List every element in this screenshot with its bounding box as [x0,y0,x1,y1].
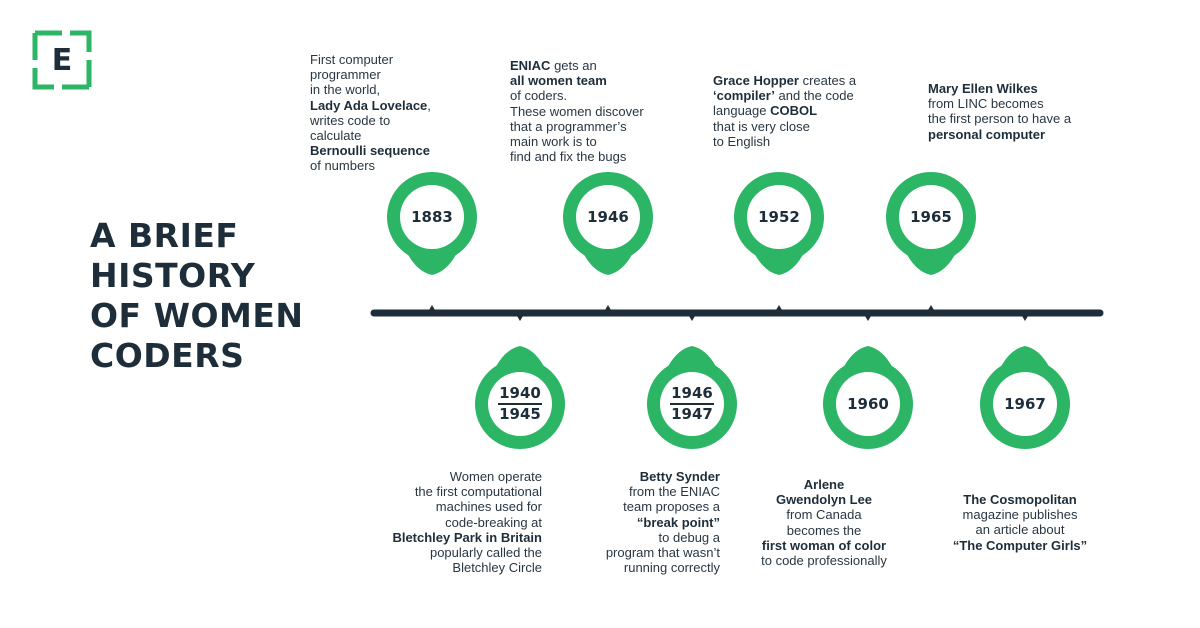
description-line [510,104,644,119]
plain-text: from the ENIAC [628,484,720,500]
emphasis-text: Bernoulli sequence [310,143,430,159]
description-line [510,119,644,134]
description-line [510,58,644,73]
emphasis-text: Arlene [803,477,845,492]
plain-text: gets an [550,58,597,73]
plain-text: to code professionally [761,553,887,569]
emphasis-text: Lady Ada Lovelace [310,97,428,113]
year-label: 1883 [411,208,453,226]
description-line [928,96,1071,111]
plain-text: calculate [310,128,362,144]
description-line [310,82,431,97]
description-line [392,545,542,560]
plain-text: that is very close [713,118,810,134]
emphasis-text: “The Computer Girls” [952,537,1088,553]
plain-text: to debug a [658,529,720,545]
plain-text: Bletchley Circle [452,560,542,576]
description-line [606,469,720,484]
plain-text: magazine publishes [962,507,1078,523]
description-line [510,134,644,149]
year-label [650,384,734,424]
plain-text: of coders. [510,88,568,104]
title-line: CODERS [90,336,245,375]
year-label [478,384,562,424]
description-line [606,484,720,499]
emphasis-text: all women team [510,73,607,89]
title-line: A BRIEF [90,216,239,255]
plain-text: and the code [774,88,854,104]
event-description [310,52,431,174]
description-line [392,484,542,499]
description-line [713,134,856,149]
emphasis-text: “break point” [636,514,720,530]
description-line [606,530,720,545]
plain-text: becomes the [786,522,862,538]
plain-text: of numbers [310,158,376,174]
event-description [928,81,1071,142]
event-description [392,469,542,575]
description-line [714,477,934,492]
plain-text: These women discover [510,103,644,119]
description-line [910,507,1130,522]
year-label: 1965 [910,208,952,226]
plain-text: running correctly [623,560,720,576]
emphasis-text: Grace Hopper [713,73,799,88]
emphasis-text: ‘compiler’ [713,88,775,104]
description-line [310,98,431,113]
plain-text: , [427,97,431,113]
plain-text: popularly called the [429,545,542,561]
plain-text: the first computational [414,484,542,500]
description-line [713,103,856,118]
year-start: 1940 [498,384,542,405]
plain-text: an article about [975,522,1065,538]
plain-text: team proposes a [623,499,720,515]
plain-text: from Canada [786,507,862,523]
plain-text: machines used for [435,499,542,515]
plain-text: find and fix the bugs [510,149,627,165]
plain-text: to English [713,133,771,149]
description-line [606,545,720,560]
plain-text: the first person to have a [928,111,1072,127]
emphasis-text: Betty Synder [639,469,720,484]
description-line [310,67,431,82]
year-end: 1945 [499,405,541,423]
plain-text: First computer [310,52,394,67]
emphasis-text: first woman of color [761,537,887,553]
event-description [910,492,1130,553]
plain-text: writes code to [310,112,391,128]
description-line [510,73,644,88]
description-line [928,111,1071,126]
description-line [510,149,644,164]
description-line [713,88,856,103]
description-line [310,128,431,143]
description-line [606,560,720,575]
event-description [510,58,644,164]
plain-text: code-breaking at [445,514,542,530]
year-label: 1967 [1004,395,1046,413]
description-line [714,507,934,522]
emphasis-text: Gwendolyn Lee [775,492,873,508]
plain-text: Women operate [449,469,542,484]
event-description [714,477,934,568]
description-line [714,492,934,507]
emphasis-text: ENIAC [510,58,551,73]
event-description [713,73,856,149]
event-description [606,469,720,575]
description-line [310,158,431,173]
description-line [392,560,542,575]
description-line [392,499,542,514]
description-line [606,515,720,530]
plain-text: creates a [798,73,857,88]
description-line [713,119,856,134]
title-line: HISTORY [90,256,256,295]
plain-text: language [713,103,771,119]
description-line [714,523,934,538]
description-line [606,499,720,514]
title-line: OF WOMEN [90,296,304,335]
description-line [310,52,431,67]
plain-text: in the world, [310,82,381,98]
emphasis-text: The Cosmopolitan [963,492,1077,507]
description-line [714,538,934,553]
year-label: 1960 [847,395,889,413]
description-line [310,143,431,158]
description-line [928,81,1071,96]
description-line [910,492,1130,507]
plain-text: program that wasn’t [605,545,720,561]
logo-letter: E [51,43,73,78]
year-label: 1946 [587,208,629,226]
plain-text: from LINC becomes [928,96,1044,112]
year-label: 1952 [758,208,800,226]
plain-text: programmer [310,67,381,83]
description-line [310,113,431,128]
year-start: 1946 [670,384,714,405]
description-line [392,530,542,545]
description-line [392,515,542,530]
description-line [713,73,856,88]
description-line [392,469,542,484]
description-line [910,538,1130,553]
year-end: 1947 [671,405,713,423]
description-line [714,553,934,568]
emphasis-text: personal computer [928,126,1046,142]
description-line [510,88,644,103]
plain-text: that a programmer’s [510,118,627,134]
description-line [910,522,1130,537]
emphasis-text: COBOL [770,103,818,119]
description-line [928,127,1071,142]
emphasis-text: Bletchley Park in Britain [392,529,542,545]
emphasis-text: Mary Ellen Wilkes [928,81,1038,96]
plain-text: main work is to [510,134,597,150]
